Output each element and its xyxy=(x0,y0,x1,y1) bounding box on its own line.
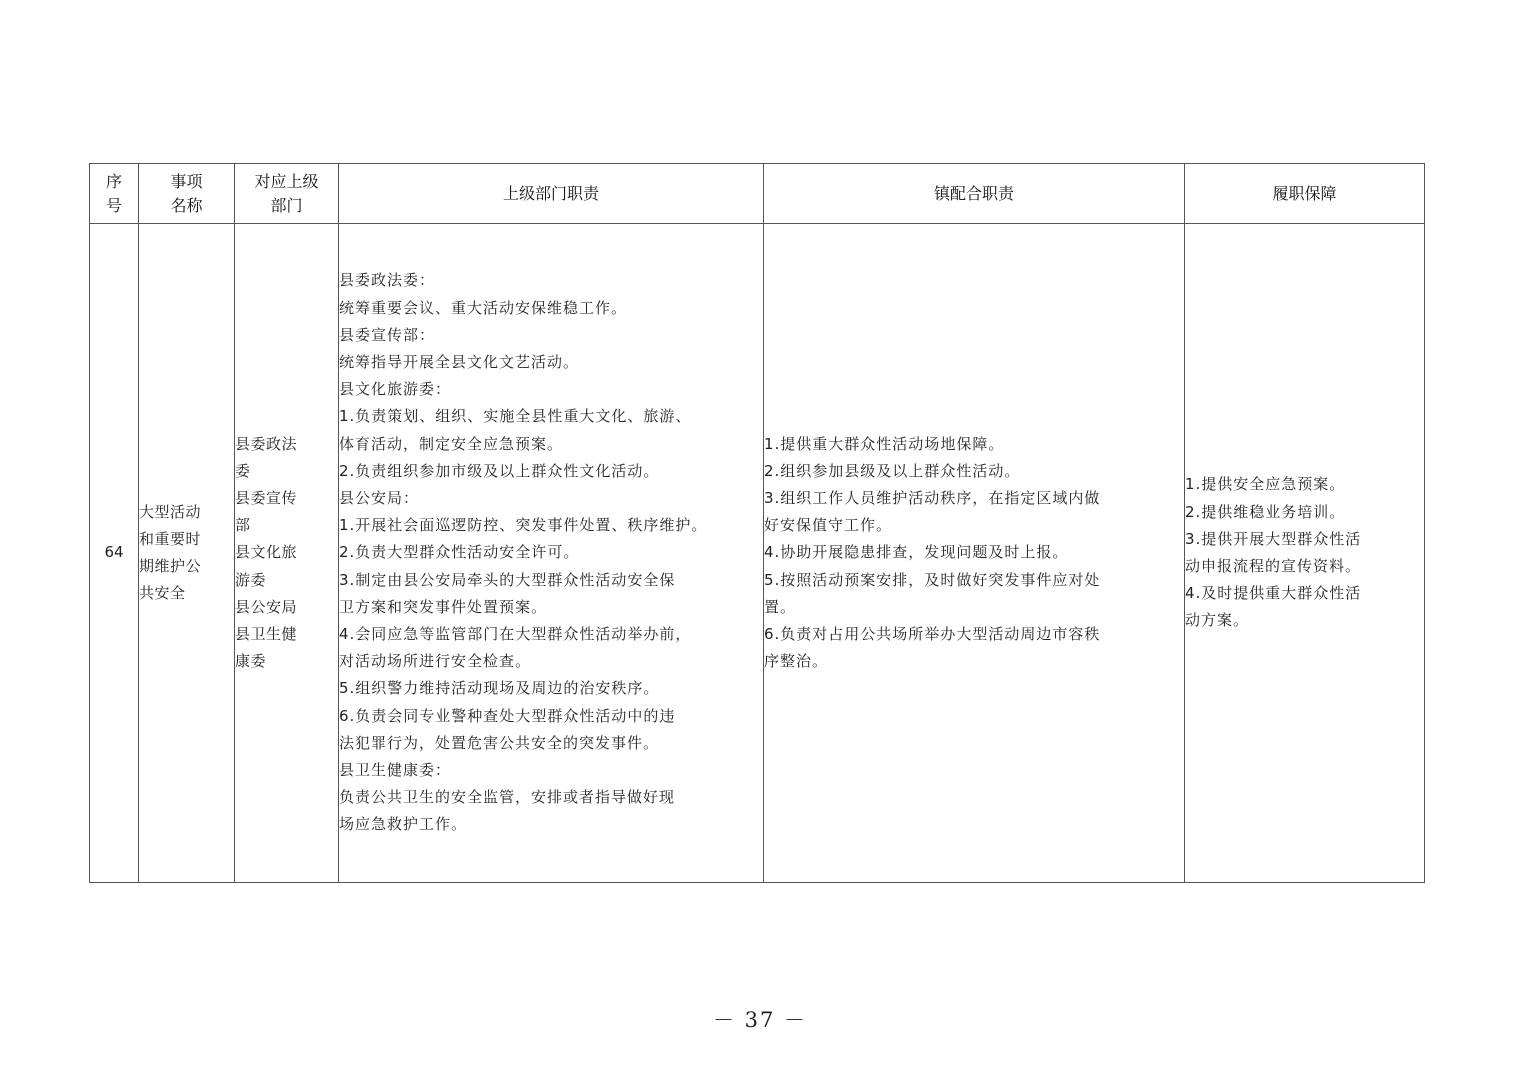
town-duty-line: 置。 xyxy=(764,597,797,616)
item-name-line: 共安全 xyxy=(139,584,186,603)
header-item-name-line: 事项 xyxy=(170,171,203,191)
table-row xyxy=(90,224,1425,883)
town-duty-line: 5.按照活动预案安排，及时做好突发事件应对处 xyxy=(764,570,1101,589)
town-duty-line: 4.协助开展隐患排查，发现问题及时上报。 xyxy=(764,543,1069,562)
upper-duty-line: 1.负责策划、组织、实施全县性重大文化、旅游、 xyxy=(339,407,692,426)
guarantee-line: 4.及时提供重大群众性活 xyxy=(1185,584,1362,603)
upper-dept-line: 县文化旅 xyxy=(235,543,298,562)
upper-duty-line: 1.开展社会面巡逻防控、突发事件处置、秩序维护。 xyxy=(339,516,708,535)
item-name-line: 期维护公 xyxy=(139,557,202,575)
header-town-duty: 镇配合职责 xyxy=(764,164,1185,224)
row-upper-dept xyxy=(235,224,339,883)
header-upper-dept-line: 部门 xyxy=(270,195,303,215)
upper-duty-line: 体育活动，制定安全应急预案。 xyxy=(339,434,564,453)
upper-dept-line: 康委 xyxy=(235,652,267,671)
upper-duty-line: 卫方案和突发事件处置预案。 xyxy=(339,597,548,616)
duty-table xyxy=(89,163,1425,883)
upper-duty-line: 负责公共卫生的安全监管，安排或者指导做好现 xyxy=(339,788,676,807)
header-item-name-line: 名称 xyxy=(170,195,203,215)
upper-duty-line: 县公安局： xyxy=(339,488,420,507)
upper-duty-line: 5.组织警力维持活动现场及周边的治安秩序。 xyxy=(339,679,660,698)
guarantee-line: 1.提供安全应急预案。 xyxy=(1185,475,1346,494)
header-row xyxy=(90,164,1425,224)
page-number: － 37 － xyxy=(712,1008,808,1032)
row-seq: 64 xyxy=(90,224,139,883)
upper-duty-line: 4.会同应急等监管部门在大型群众性活动举办前， xyxy=(339,625,692,643)
upper-dept-line: 委 xyxy=(235,461,251,480)
town-duty-line: 好安保值守工作。 xyxy=(764,516,893,535)
upper-duty-line: 统筹指导开展全县文化文艺活动。 xyxy=(339,352,580,371)
header-upper-dept-line: 对应上级 xyxy=(254,171,319,191)
upper-duty-line: 县委政法委： xyxy=(339,271,436,290)
row-upper-duty xyxy=(339,224,764,883)
upper-duty-line: 县委宣传部： xyxy=(339,325,436,344)
item-name-line: 和重要时 xyxy=(139,529,202,548)
guarantee-line: 动申报流程的宣传资料。 xyxy=(1185,557,1362,575)
upper-dept-line: 部 xyxy=(235,516,251,535)
upper-duty-line: 法犯罪行为，处置危害公共安全的突发事件。 xyxy=(339,733,660,752)
header-seq xyxy=(90,164,139,224)
row-guarantee xyxy=(1185,224,1425,883)
upper-duty-line: 3.制定由县公安局牵头的大型群众性活动安全保 xyxy=(339,570,676,589)
header-item-name xyxy=(139,164,235,224)
item-name-line: 大型活动 xyxy=(139,502,202,521)
town-duty-line: 2.组织参加县级及以上群众性活动。 xyxy=(764,461,1021,480)
upper-duty-line: 县文化旅游委： xyxy=(339,380,452,399)
guarantee-line: 3.提供开展大型群众性活 xyxy=(1185,529,1362,548)
town-duty-line: 6.负责对占用公共场所举办大型活动周边市容秩 xyxy=(764,625,1101,643)
header-guarantee: 履职保障 xyxy=(1185,164,1425,224)
upper-duty-line: 6.负责会同专业警种查处大型群众性活动中的违 xyxy=(339,706,676,725)
town-duty-line: 序整治。 xyxy=(764,652,829,671)
upper-dept-line: 县委政法 xyxy=(235,434,298,453)
header-seq-line: 号 xyxy=(105,195,122,215)
upper-duty-line: 2.负责大型群众性活动安全许可。 xyxy=(339,543,580,562)
header-upper-dept xyxy=(235,164,339,224)
upper-dept-line: 县卫生健 xyxy=(235,625,298,643)
guarantee-line: 2.提供维稳业务培训。 xyxy=(1185,502,1346,521)
row-item-name xyxy=(139,224,235,883)
town-duty-line: 1.提供重大群众性活动场地保障。 xyxy=(764,434,1005,453)
upper-dept-line: 县公安局 xyxy=(235,597,298,616)
upper-dept-line: 县委宣传 xyxy=(235,488,298,507)
header-seq-line: 序 xyxy=(105,171,122,191)
guarantee-line: 动方案。 xyxy=(1185,611,1250,630)
town-duty-line: 3.组织工作人员维护活动秩序，在指定区域内做 xyxy=(764,488,1101,507)
upper-duty-line: 对活动场所进行安全检查。 xyxy=(339,652,532,671)
row-town-duty xyxy=(764,224,1185,883)
upper-duty-line: 场应急救护工作。 xyxy=(339,815,468,834)
upper-duty-line: 统筹重要会议、重大活动安保维稳工作。 xyxy=(339,298,628,317)
upper-duty-line: 县卫生健康委： xyxy=(339,761,452,780)
upper-duty-line: 2.负责组织参加市级及以上群众性文化活动。 xyxy=(339,461,660,480)
header-upper-duty: 上级部门职责 xyxy=(339,164,764,224)
upper-dept-line: 游委 xyxy=(235,570,267,589)
